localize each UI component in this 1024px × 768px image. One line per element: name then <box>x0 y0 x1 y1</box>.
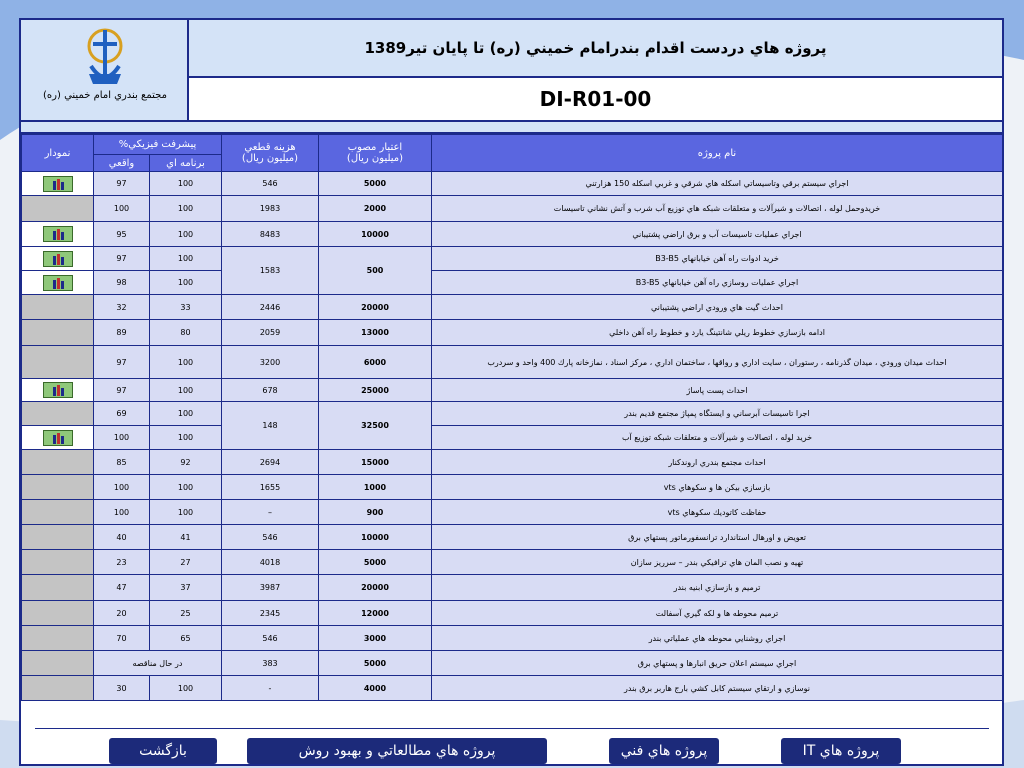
nav-studies-projects-button[interactable]: پروژه هاي مطالعاتي و بهبود روش <box>247 738 547 764</box>
cost-cell: 546 <box>222 172 319 196</box>
chart-cell[interactable] <box>22 426 94 450</box>
chart-cell[interactable] <box>22 172 94 196</box>
table-row <box>22 575 1003 601</box>
cost-cell: 2345 <box>222 601 319 626</box>
planned-progress-cell: 100 <box>150 172 222 196</box>
cost-cell: 2694 <box>222 450 319 475</box>
cost-cell: 3200 <box>222 346 319 379</box>
approved-budget-cell: 10000 <box>319 222 432 247</box>
chart-cell <box>22 525 94 550</box>
projects-table-wrap <box>21 134 1002 701</box>
table-row <box>22 426 1003 450</box>
cost-cell: 1583 <box>222 247 319 295</box>
cost-cell: 1983 <box>222 196 319 222</box>
chart-cell <box>22 676 94 701</box>
chart-cell <box>22 196 94 222</box>
planned-progress-cell: 27 <box>150 550 222 575</box>
project-name-cell: اجرا تاسيسات آبرساني و ايستگاه پمپاژ مجتمع قديم بندر <box>432 402 1003 426</box>
chart-cell <box>22 601 94 626</box>
planned-progress-cell: 25 <box>150 601 222 626</box>
table-row <box>22 271 1003 295</box>
approved-budget-cell: 25000 <box>319 379 432 402</box>
project-name-cell: خريدوحمل لوله ، اتصالات و شيرآلات و متعلقات شبكه هاي توزيع آب شرب و آتش نشاني تاسيسات <box>432 196 1003 222</box>
planned-progress-cell: 100 <box>150 402 222 426</box>
planned-progress-cell: 100 <box>150 475 222 500</box>
planned-progress-cell: 37 <box>150 575 222 601</box>
header-cost <box>222 135 319 172</box>
table-row <box>22 500 1003 525</box>
chart-cell <box>22 500 94 525</box>
table-row <box>22 196 1003 222</box>
project-name-cell: احداث مجتمع بندري اروندكنار <box>432 450 1003 475</box>
approved-budget-cell: 20000 <box>319 295 432 320</box>
project-name-cell: اجراي عمليات تاسيسات آب و برق اراضي پشتيباني <box>432 222 1003 247</box>
header-planned: برنامه اي <box>150 155 222 172</box>
chart-cell[interactable] <box>22 379 94 402</box>
table-row <box>22 379 1003 402</box>
approved-budget-cell: 32500 <box>319 402 432 450</box>
actual-progress-cell: 100 <box>94 475 150 500</box>
table-row <box>22 626 1003 651</box>
table-row <box>22 601 1003 626</box>
project-name-cell: اجراي سيستم اعلان حريق انبارها و پستهاي برق <box>432 651 1003 676</box>
projects-table <box>21 134 1003 701</box>
project-name-cell: خريد لوله ، اتصالات و شيرآلات و متعلقات شبكه توزيع آب <box>432 426 1003 450</box>
header-approved <box>319 135 432 172</box>
cost-cell: – <box>222 500 319 525</box>
page-title: پروژه هاي دردست اقدام بندرامام خميني (ره) تا پايان تير1389 <box>189 20 1002 78</box>
planned-progress-cell: 100 <box>150 346 222 379</box>
logo-caption: مجتمع بندري امام خميني (ره) <box>43 90 167 101</box>
actual-progress-cell: 100 <box>94 196 150 222</box>
planned-progress-cell: 100 <box>150 379 222 402</box>
actual-progress-cell: 69 <box>94 402 150 426</box>
cost-cell: 8483 <box>222 222 319 247</box>
approved-budget-cell: 6000 <box>319 346 432 379</box>
project-name-cell: خريد ادوات راه آهن خيابانهاي B3-B5 <box>432 247 1003 271</box>
project-name-cell: اجراي سيستم برقي وتاسيساتي اسكله هاي شرقي و غربي اسكله 150 هزارتني <box>432 172 1003 196</box>
nav-back-button[interactable]: بازگشت <box>109 738 217 764</box>
planned-progress-cell: 80 <box>150 320 222 346</box>
bar-chart-icon <box>52 178 66 190</box>
table-row <box>22 676 1003 701</box>
actual-progress-cell: 40 <box>94 525 150 550</box>
approved-budget-cell: 2000 <box>319 196 432 222</box>
header-name: نام پروژه <box>432 135 1003 172</box>
project-name-cell: ادامه بازسازي خطوط ريلي شانتينگ يارد و خطوط راه آهن داخلي <box>432 320 1003 346</box>
table-row <box>22 346 1003 379</box>
header-actual: واقعي <box>94 155 150 172</box>
planned-progress-cell: 100 <box>150 222 222 247</box>
table-row <box>22 402 1003 426</box>
actual-progress-cell: 97 <box>94 247 150 271</box>
bar-chart-icon <box>52 432 66 444</box>
project-name-cell: ترميم محوطه ها و لكه گيري آسفالت <box>432 601 1003 626</box>
bar-chart-icon <box>52 384 66 396</box>
cost-cell: 2446 <box>222 295 319 320</box>
table-row <box>22 247 1003 271</box>
cost-cell: - <box>222 676 319 701</box>
cost-cell: 148 <box>222 402 319 450</box>
actual-progress-cell: 47 <box>94 575 150 601</box>
planned-progress-cell: 100 <box>150 676 222 701</box>
table-row <box>22 550 1003 575</box>
project-name-cell: حفاظت كاتوديك سكوهاي vts <box>432 500 1003 525</box>
table-row <box>22 222 1003 247</box>
chart-button[interactable] <box>43 176 73 192</box>
document-code: DI-R01-00 <box>189 78 1002 120</box>
actual-progress-cell: 95 <box>94 222 150 247</box>
table-row <box>22 525 1003 550</box>
table-row <box>22 295 1003 320</box>
bar-chart-icon <box>52 277 66 289</box>
cost-cell: 2059 <box>222 320 319 346</box>
actual-progress-cell: 23 <box>94 550 150 575</box>
chart-button[interactable] <box>43 275 73 291</box>
project-name-cell: تعويض و اورهال استاندارد ترانسفورماتور پستهاي برق <box>432 525 1003 550</box>
planned-progress-cell: 33 <box>150 295 222 320</box>
chart-cell <box>22 626 94 651</box>
approved-budget-cell: 5000 <box>319 550 432 575</box>
chart-cell <box>22 450 94 475</box>
chart-cell <box>22 346 94 379</box>
bar-chart-icon <box>52 228 66 240</box>
chart-cell[interactable] <box>22 247 94 271</box>
header-approved-unit: (ميليون ريال) <box>346 153 404 164</box>
approved-budget-cell: 13000 <box>319 320 432 346</box>
cost-cell: 678 <box>222 379 319 402</box>
actual-progress-cell: 85 <box>94 450 150 475</box>
project-name-cell: احداث پست پاساژ <box>432 379 1003 402</box>
chart-cell <box>22 295 94 320</box>
cost-cell: 1655 <box>222 475 319 500</box>
chart-cell <box>22 402 94 426</box>
nav-it-projects-button[interactable]: پروژه هاي IT <box>781 738 901 764</box>
approved-budget-cell: 500 <box>319 247 432 295</box>
table-row <box>22 651 1003 676</box>
main-frame <box>19 18 1004 766</box>
planned-progress-cell: 100 <box>150 196 222 222</box>
header <box>21 20 1002 120</box>
planned-progress-cell: 92 <box>150 450 222 475</box>
header-cost-label: هزينه قطعي <box>244 142 296 153</box>
planned-progress-cell: 41 <box>150 525 222 550</box>
actual-progress-cell: 30 <box>94 676 150 701</box>
header-chart: نمودار <box>22 135 94 172</box>
nav-technical-projects-button[interactable]: پروژه هاي فني <box>609 738 719 764</box>
project-name-cell: اجراي روشنايي محوطه هاي عملياتي بندر <box>432 626 1003 651</box>
table-row <box>22 475 1003 500</box>
approved-budget-cell: 10000 <box>319 525 432 550</box>
status-cell: در حال مناقصه <box>94 651 222 676</box>
approved-budget-cell: 12000 <box>319 601 432 626</box>
chart-button[interactable] <box>43 382 73 398</box>
table-row <box>22 450 1003 475</box>
chart-cell <box>22 575 94 601</box>
approved-budget-cell: 1000 <box>319 475 432 500</box>
approved-budget-cell: 3000 <box>319 626 432 651</box>
header-cost-unit: (ميليون ريال) <box>241 153 299 164</box>
cost-cell: 3987 <box>222 575 319 601</box>
chart-cell <box>22 651 94 676</box>
actual-progress-cell: 98 <box>94 271 150 295</box>
project-name-cell: احداث ميدان ورودي ، ميدان گذرنامه ، رستوران ، سايت اداري و رواقها ، ساختمان اداري ، مركز اسناد ، نمازخانه پارك 400 واحد و سردرب <box>432 346 1003 379</box>
logo-cell <box>21 20 189 120</box>
header-approved-label: اعتبار مصوب <box>347 142 403 153</box>
chart-cell <box>22 550 94 575</box>
chart-cell[interactable] <box>22 222 94 247</box>
approved-budget-cell: 20000 <box>319 575 432 601</box>
chart-cell <box>22 475 94 500</box>
chart-cell[interactable] <box>22 271 94 295</box>
cost-cell: 383 <box>222 651 319 676</box>
project-name-cell: بازسازي بيكن ها و سكوهاي vts <box>432 475 1003 500</box>
actual-progress-cell: 32 <box>94 295 150 320</box>
approved-budget-cell: 4000 <box>319 676 432 701</box>
actual-progress-cell: 100 <box>94 500 150 525</box>
planned-progress-cell: 100 <box>150 500 222 525</box>
table-row <box>22 320 1003 346</box>
approved-budget-cell: 5000 <box>319 651 432 676</box>
footer-divider <box>35 728 989 729</box>
actual-progress-cell: 89 <box>94 320 150 346</box>
actual-progress-cell: 97 <box>94 379 150 402</box>
anchor-logo-icon <box>79 24 131 88</box>
separator-band <box>21 120 1002 134</box>
planned-progress-cell: 100 <box>150 247 222 271</box>
actual-progress-cell: 20 <box>94 601 150 626</box>
cost-cell: 546 <box>222 525 319 550</box>
chart-button[interactable] <box>43 251 73 267</box>
approved-budget-cell: 15000 <box>319 450 432 475</box>
chart-button[interactable] <box>43 226 73 242</box>
planned-progress-cell: 100 <box>150 271 222 295</box>
project-name-cell: تهيه و نصب المان هاي ترافيكي بندر – سرريز سازان <box>432 550 1003 575</box>
actual-progress-cell: 100 <box>94 426 150 450</box>
chart-cell <box>22 320 94 346</box>
bar-chart-icon <box>52 253 66 265</box>
approved-budget-cell: 5000 <box>319 172 432 196</box>
header-progress: %پيشرفت فيزيكي <box>94 135 222 155</box>
planned-progress-cell: 65 <box>150 626 222 651</box>
actual-progress-cell: 97 <box>94 172 150 196</box>
approved-budget-cell: 900 <box>319 500 432 525</box>
chart-button[interactable] <box>43 430 73 446</box>
cost-cell: 546 <box>222 626 319 651</box>
cost-cell: 4018 <box>222 550 319 575</box>
actual-progress-cell: 70 <box>94 626 150 651</box>
project-name-cell: احداث گيت هاي ورودي اراضي پشتيباني <box>432 295 1003 320</box>
project-name-cell: اجراي عمليات روسازي راه آهن خيابانهاي B3-B5 <box>432 271 1003 295</box>
project-name-cell: نوسازي و ارتقاي سيستم كابل كشي بارج هاربر برق بندر <box>432 676 1003 701</box>
project-name-cell: ترميم و بازسازي ابنيه بندر <box>432 575 1003 601</box>
table-row <box>22 172 1003 196</box>
actual-progress-cell: 97 <box>94 346 150 379</box>
planned-progress-cell: 100 <box>150 426 222 450</box>
